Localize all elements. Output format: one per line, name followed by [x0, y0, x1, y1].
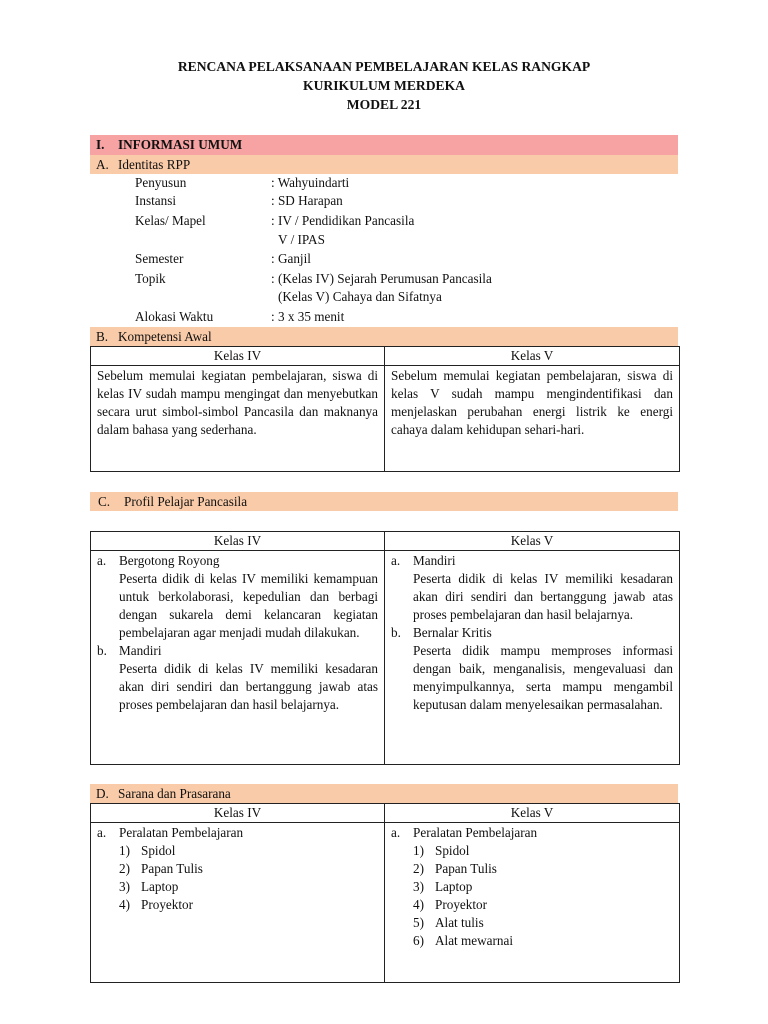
list-item-text: Alat mewarnai — [435, 933, 513, 948]
list-number: 4) — [119, 897, 130, 912]
profil-name: Bergotong Royong — [119, 553, 220, 568]
section-label: INFORMASI UMUM — [118, 137, 243, 152]
doc-title-line-2: KURIKULUM MERDEKA — [303, 78, 465, 93]
list-number: 1) — [413, 843, 424, 858]
column-header-kelas-iv: Kelas IV — [91, 532, 385, 551]
list-number: 4) — [413, 897, 424, 912]
list-marker: a. — [391, 553, 401, 568]
table-row — [91, 551, 680, 765]
identity-row — [135, 288, 442, 306]
column-header-kelas-iv: Kelas IV — [91, 347, 385, 366]
identity-value: : SD Harapan — [271, 193, 343, 208]
profil-table — [90, 531, 680, 765]
list-item-text: Papan Tulis — [141, 861, 203, 876]
list-number: 5) — [413, 915, 424, 930]
section-number: I. — [96, 137, 105, 152]
list-item — [97, 860, 378, 878]
identity-value: : IV / Pendidikan Pancasila — [271, 213, 415, 228]
profil-name: Mandiri — [413, 553, 456, 568]
list-item-body: Peserta didik di kelas IV memiliki kemampuan untuk berkolaborasi, kepedulian dan berbagi dengan sukarela demi kelancaran kegiatan pembelajaran agar menjadi mudah dilakukan. — [119, 571, 378, 640]
list-item-title — [97, 642, 378, 660]
identity-key: Kelas/ Mapel — [135, 213, 206, 228]
sarana-kelas-iv-list — [91, 823, 384, 914]
identity-key: Alokasi Waktu — [135, 309, 214, 324]
list-number: 2) — [119, 861, 130, 876]
list-item — [391, 932, 673, 950]
identity-value: : 3 x 35 menit — [271, 309, 345, 324]
list-item-text: Proyektor — [435, 897, 488, 912]
subsection-sarana-header — [90, 784, 678, 803]
list-item-title — [391, 624, 673, 642]
list-number: 3) — [413, 879, 424, 894]
identity-row — [135, 212, 414, 230]
subsection-number: C. — [98, 494, 111, 509]
sarana-table — [90, 803, 680, 983]
profil-kelas-v-list — [385, 551, 679, 714]
subsection-label: Profil Pelajar Pancasila — [124, 494, 248, 509]
identity-key: Penyusun — [135, 175, 187, 190]
subsection-number: D. — [96, 786, 109, 801]
identity-value: (Kelas V) Cahaya dan Sifatnya — [278, 289, 442, 304]
list-item-text: Spidol — [141, 843, 176, 858]
identity-key: Instansi — [135, 193, 177, 208]
list-item — [391, 878, 673, 896]
subsection-label: Identitas RPP — [118, 157, 191, 172]
identity-row — [135, 270, 492, 288]
table-header-row — [91, 804, 680, 823]
subsection-profil-header — [90, 492, 678, 511]
identity-value: : (Kelas IV) Sejarah Perumusan Pancasila — [271, 271, 492, 286]
list-item-title — [391, 824, 673, 842]
list-item — [391, 914, 673, 932]
kompetensi-table — [90, 346, 680, 472]
identity-row — [135, 231, 325, 249]
list-item — [97, 842, 378, 860]
list-item-text: Alat tulis — [435, 915, 484, 930]
profil-name: Bernalar Kritis — [413, 625, 492, 640]
table-row — [91, 366, 680, 472]
subsection-number: B. — [96, 329, 109, 344]
list-item — [391, 860, 673, 878]
identity-row — [135, 250, 311, 268]
list-item — [391, 842, 673, 860]
list-marker: a. — [97, 825, 107, 840]
column-header-kelas-v: Kelas V — [385, 804, 680, 823]
list-marker: a. — [391, 825, 401, 840]
subsection-kompetensi-header — [90, 327, 678, 346]
subsection-identitas-header — [90, 155, 678, 174]
kompetensi-kelas-v-text: Sebelum memulai kegiatan pembelajaran, siswa di kelas V sudah mampu mengindentifikasi dan menjelaskan perubahan energi listrik ke energi cahaya dalam kehidupan sehari-hari. — [391, 368, 673, 437]
list-item-text: Proyektor — [141, 897, 194, 912]
subsection-label: Sarana dan Prasarana — [118, 786, 231, 801]
kompetensi-kelas-iv-text: Sebelum memulai kegiatan pembelajaran, siswa di kelas IV sudah mampu mengingat dan menyebutkan secara urut simbol-simbol Pancasila dan maknanya dalam bahasa yang sederhana. — [97, 368, 378, 437]
subsection-number: A. — [96, 157, 109, 172]
identity-key: Topik — [135, 271, 166, 286]
list-item — [97, 878, 378, 896]
list-item-text: Laptop — [141, 879, 179, 894]
sarana-kelas-v-list — [385, 823, 679, 950]
identity-row — [135, 308, 344, 326]
profil-name: Mandiri — [119, 643, 162, 658]
table-header-row — [91, 347, 680, 366]
doc-title-line-3: MODEL 221 — [346, 97, 422, 112]
column-header-kelas-iv: Kelas IV — [91, 804, 385, 823]
list-marker: b. — [391, 625, 401, 640]
identity-value: V / IPAS — [278, 232, 325, 247]
subsection-label: Kompetensi Awal — [118, 329, 212, 344]
list-item-body: Peserta didik mampu memproses informasi dengan baik, menganalisis, mengevaluasi dan menyimpulkannya, serta mampu mengambil keputusan dalam menyelesaikan permasalahan. — [413, 643, 673, 712]
sarana-category: Peralatan Pembelajaran — [413, 825, 538, 840]
list-item-title — [97, 552, 378, 570]
list-item-body: Peserta didik di kelas IV memiliki kesadaran akan diri sendiri dan bertanggung jawab atas proses pembelajaran dan hasil belajarnya. — [119, 661, 378, 712]
column-header-kelas-v: Kelas V — [385, 347, 680, 366]
column-header-kelas-v: Kelas V — [385, 532, 680, 551]
list-item-text: Papan Tulis — [435, 861, 497, 876]
list-item-text: Laptop — [435, 879, 473, 894]
list-item-title — [391, 552, 673, 570]
identity-row — [135, 192, 343, 210]
section-informasi-umum-header — [90, 135, 678, 155]
table-header-row — [91, 532, 680, 551]
list-item-text: Spidol — [435, 843, 470, 858]
sarana-category: Peralatan Pembelajaran — [119, 825, 244, 840]
list-number: 1) — [119, 843, 130, 858]
list-marker: a. — [97, 553, 107, 568]
identity-key: Semester — [135, 251, 184, 266]
list-number: 2) — [413, 861, 424, 876]
list-item-body: Peserta didik di kelas IV memiliki kesadaran akan diri sendiri dan bertanggung jawab atas proses pembelajaran dan hasil belajarnya. — [413, 571, 673, 622]
table-row — [91, 823, 680, 983]
list-number: 3) — [119, 879, 130, 894]
list-item — [97, 896, 378, 914]
list-item-title — [97, 824, 378, 842]
doc-title-line-1: RENCANA PELAKSANAAN PEMBELAJARAN KELAS RANGKAP — [177, 59, 591, 74]
identity-value: : Ganjil — [271, 251, 311, 266]
list-item — [391, 896, 673, 914]
profil-kelas-iv-list — [91, 551, 384, 714]
identity-row — [135, 174, 349, 192]
identity-value: : Wahyuindarti — [271, 175, 350, 190]
list-marker: b. — [97, 643, 107, 658]
list-number: 6) — [413, 933, 424, 948]
